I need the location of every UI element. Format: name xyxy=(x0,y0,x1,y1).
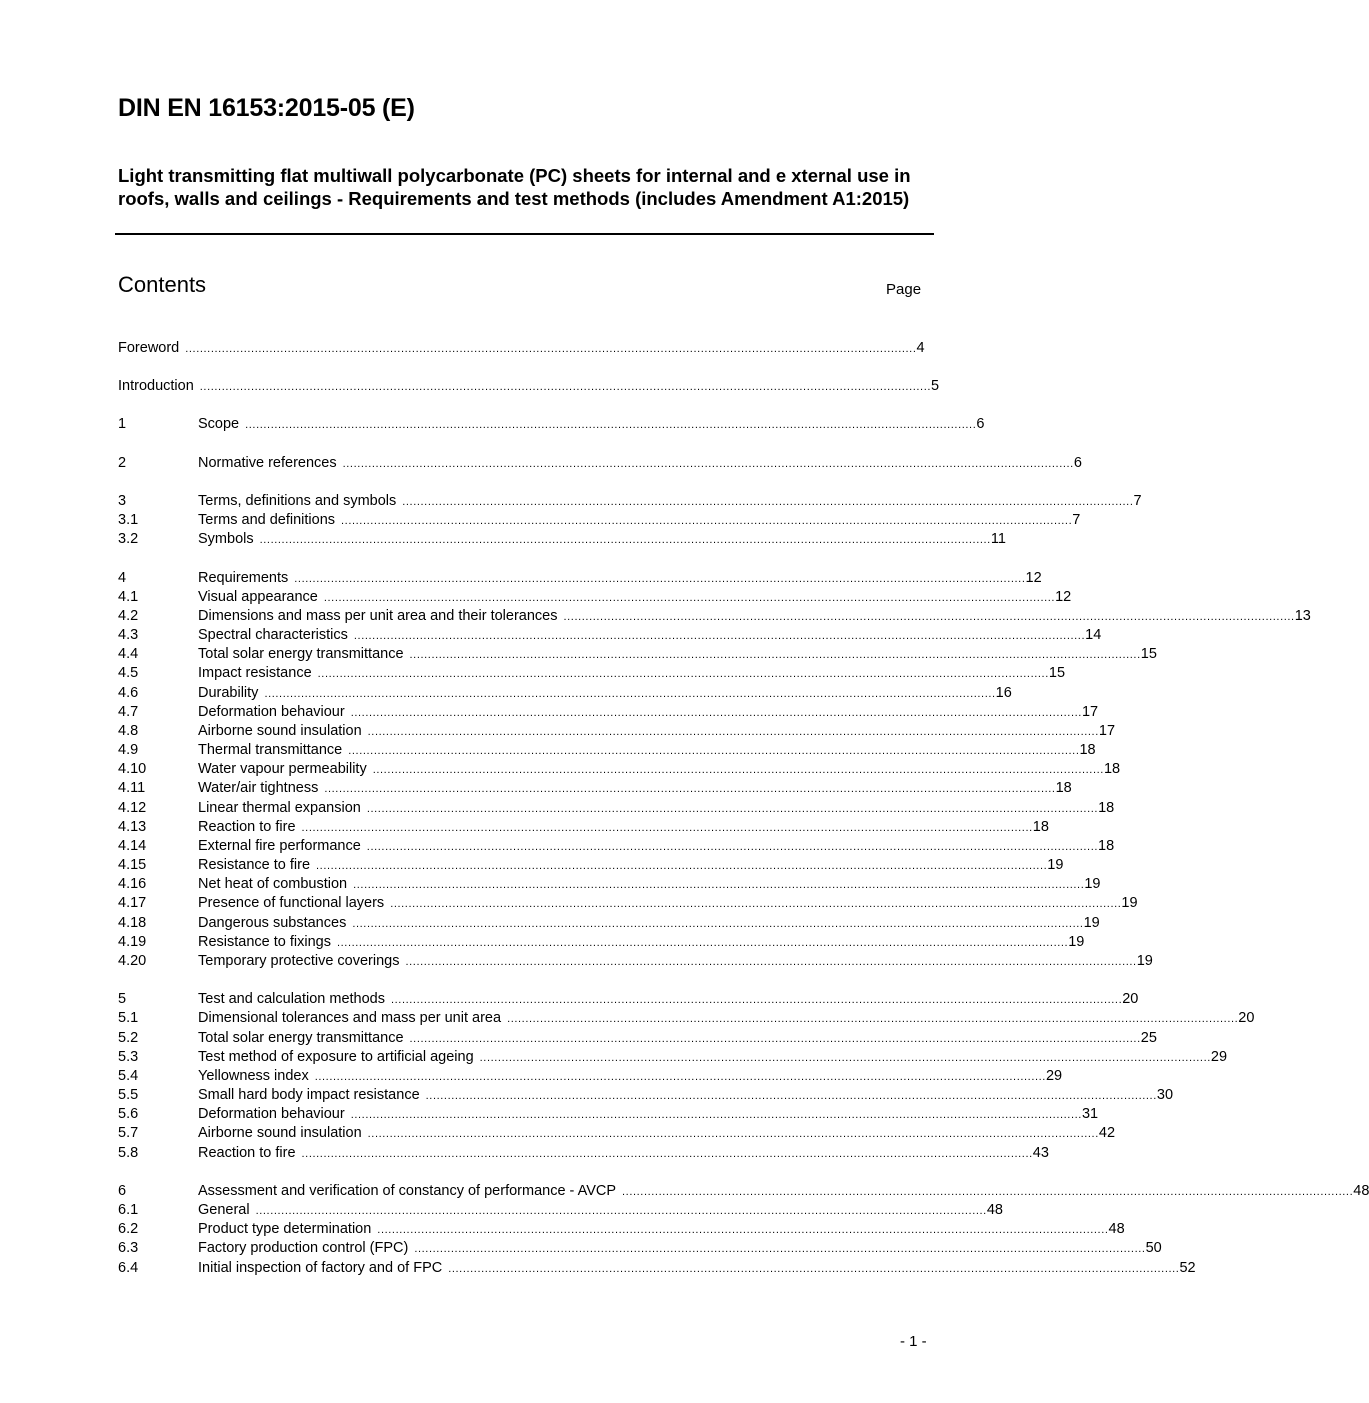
toc-entry-number: 5.6 xyxy=(118,1106,139,1122)
toc-leader-dots: ........................................................................................................................................................................................................ xyxy=(350,1109,1082,1121)
toc-entry-title: Dimensional tolerances and mass per unit area xyxy=(198,1010,502,1026)
toc-entry-number: 4.17 xyxy=(118,895,147,911)
toc-entry-title: Temporary protective coverings xyxy=(198,953,400,969)
document-title: Light transmitting flat multiwall polycarbonate (PC) sheets for internal and e xternal use in roofs, walls and ceilings - Requirements and test methods (includes Amendment A1:2015) xyxy=(118,165,911,209)
toc-leader-dots: ........................................................................................................................................................................................................ xyxy=(622,1186,1354,1198)
toc-entry-number: 4.4 xyxy=(118,646,139,662)
toc-entry[interactable] xyxy=(118,511,1081,530)
toc-leader-dots: ........................................................................................................................................................................................................ xyxy=(372,764,1104,776)
toc-entry-title: Deformation behaviour xyxy=(198,704,345,720)
toc-leader-dots: ........................................................................................................................................................................................................ xyxy=(377,1224,1109,1236)
toc-leader-dots: ........................................................................................................................................................................................................ xyxy=(507,1013,1239,1025)
toc-entry[interactable] xyxy=(118,626,1102,645)
toc-entry-page: 19 xyxy=(1047,857,1064,873)
toc-entry[interactable] xyxy=(118,1201,1003,1220)
toc-entry[interactable] xyxy=(118,760,1121,779)
toc-entry-title: Symbols xyxy=(198,531,254,547)
toc-entry[interactable] xyxy=(118,415,985,434)
toc-entry-number: 4.8 xyxy=(118,723,139,739)
toc-entry[interactable] xyxy=(118,1239,1162,1258)
toc-entry-number: 4.20 xyxy=(118,953,147,969)
toc-leader-dots: ........................................................................................................................................................................................................ xyxy=(390,898,1122,910)
toc-entry[interactable] xyxy=(118,1182,1369,1201)
toc-leader-dots: ........................................................................................................................................................................................................ xyxy=(317,668,1049,680)
toc-entry[interactable] xyxy=(118,339,925,358)
toc-entry-title: General xyxy=(198,1202,250,1218)
toc-entry-number: 4 xyxy=(118,570,127,586)
page-column-heading: Page xyxy=(886,281,922,298)
toc-entry-page: 7 xyxy=(1072,512,1081,528)
toc-entry[interactable] xyxy=(118,492,1142,511)
toc-leader-dots: ........................................................................................................................................................................................................ xyxy=(259,534,991,546)
toc-entry-title: Scope xyxy=(198,416,240,432)
toc-entry-title: Resistance to fire xyxy=(198,857,311,873)
toc-entry-page: 13 xyxy=(1294,608,1311,624)
toc-entry-title: Requirements xyxy=(198,570,289,586)
toc-entry-page: 14 xyxy=(1085,627,1102,643)
toc-entry-page: 29 xyxy=(1045,1068,1063,1084)
toc-entry-number: 4.14 xyxy=(118,838,147,854)
toc-entry-number: 4.19 xyxy=(118,934,147,950)
toc-entry[interactable] xyxy=(118,818,1049,837)
toc-entry[interactable] xyxy=(118,377,940,396)
toc-entry[interactable] xyxy=(118,1105,1099,1124)
toc-entry[interactable] xyxy=(118,454,1082,473)
toc-entry[interactable] xyxy=(118,1124,1116,1143)
toc-entry-number: 6.3 xyxy=(118,1240,139,1256)
toc-entry-number: 5.7 xyxy=(118,1125,139,1141)
document-id: DIN EN 16153:2015-05 (E) xyxy=(118,94,415,122)
toc-entry-title: Dimensions and mass per unit area and their tolerances xyxy=(198,608,558,624)
toc-entry-title: Water vapour permeability xyxy=(198,761,367,777)
toc-entry-number: 4.13 xyxy=(118,819,147,835)
toc-leader-dots: ........................................................................................................................................................................................................ xyxy=(414,1243,1146,1255)
toc-entry-number: 6.2 xyxy=(118,1221,139,1237)
toc-entry-number: 5.5 xyxy=(118,1087,139,1103)
toc-entry[interactable] xyxy=(118,914,1100,933)
toc-leader-dots: ........................................................................................................................................................................................................ xyxy=(366,803,1099,815)
toc-entry-title: Foreword xyxy=(118,340,180,356)
toc-entry[interactable] xyxy=(118,1220,1125,1239)
toc-entry-title: Total solar energy transmittance xyxy=(198,1030,404,1046)
toc-entry[interactable] xyxy=(118,875,1101,894)
toc-entry-number: 4.6 xyxy=(118,685,139,701)
toc-entry-number: 3 xyxy=(118,493,127,509)
toc-leader-dots: ........................................................................................................................................................................................................ xyxy=(353,630,1086,642)
toc-entry-page: 15 xyxy=(1140,646,1157,662)
toc-entry[interactable] xyxy=(118,1144,1049,1163)
toc-entry-number: 5.1 xyxy=(118,1010,139,1026)
toc-entry-title: Test method of exposure to artificial ageing xyxy=(198,1049,474,1065)
toc-entry[interactable] xyxy=(118,1029,1157,1048)
toc-entry-page: 4 xyxy=(916,340,925,356)
contents-heading: Contents xyxy=(118,272,207,297)
toc-entry-title: Durability xyxy=(198,685,259,701)
toc-entry[interactable] xyxy=(118,607,1311,626)
toc-entry-page: 11 xyxy=(990,531,1006,547)
toc-entry-title: Introduction xyxy=(118,378,194,394)
toc-entry-title: Initial inspection of factory and of FPC xyxy=(198,1260,443,1276)
toc-entry[interactable] xyxy=(118,1067,1063,1086)
toc-entry-number: 3.1 xyxy=(118,512,139,528)
toc-entry-number: 1 xyxy=(118,416,127,432)
toc-leader-dots: ........................................................................................................................................................................................................ xyxy=(342,458,1074,470)
toc-entry-page: 18 xyxy=(1098,838,1115,854)
toc-entry-title: Airborne sound insulation xyxy=(198,723,362,739)
toc-entry-page: 48 xyxy=(1108,1221,1125,1237)
toc-entry-page: 18 xyxy=(1103,761,1121,777)
toc-leader-dots: ........................................................................................................................................................................................................ xyxy=(294,573,1026,585)
toc-entry-title: Reaction to fire xyxy=(198,1145,296,1161)
toc-entry[interactable] xyxy=(118,894,1138,913)
toc-leader-dots: ........................................................................................................................................................................................................ xyxy=(367,726,1099,738)
toc-entry[interactable] xyxy=(118,588,1072,607)
toc-leader-dots: ........................................................................................................................................................................................................ xyxy=(301,822,1033,834)
toc-leader-dots: ........................................................................................................................................................................................................ xyxy=(366,841,1099,853)
toc-entry-page: 19 xyxy=(1136,953,1153,969)
toc-leader-dots: ........................................................................................................................................................................................................ xyxy=(316,860,1048,872)
toc-entry-page: 15 xyxy=(1048,665,1066,681)
toc-leader-dots: ........................................................................................................................................................................................................ xyxy=(185,343,917,355)
toc-leader-dots: ........................................................................................................................................................................................................ xyxy=(341,515,1073,527)
toc-leader-dots: ........................................................................................................................................................................................................ xyxy=(245,419,977,431)
toc-entry-page: 6 xyxy=(976,416,985,432)
toc-entry-page: 12 xyxy=(1025,570,1042,586)
toc-entry-page: 5 xyxy=(931,378,940,394)
toc-entry-title: Impact resistance xyxy=(198,665,312,681)
toc-entry-number: 4.1 xyxy=(118,589,139,605)
toc-entry-page: 18 xyxy=(1055,780,1072,796)
toc-entry-page: 16 xyxy=(995,685,1012,701)
toc-entry-page: 25 xyxy=(1140,1030,1157,1046)
toc-leader-dots: ........................................................................................................................................................................................................ xyxy=(367,1128,1099,1140)
toc-entry-page: 48 xyxy=(986,1202,1003,1218)
toc-leader-dots: ........................................................................................................................................................................................................ xyxy=(425,1090,1157,1102)
toc-entry-page: 18 xyxy=(1079,742,1096,758)
toc-entry[interactable] xyxy=(118,530,1006,549)
footer-page-number: - 1 - xyxy=(900,1333,927,1350)
toc-entry-number: 5.2 xyxy=(118,1030,139,1046)
toc-leader-dots: ........................................................................................................................................................................................................ xyxy=(409,649,1141,661)
toc-entry-page: 48 xyxy=(1353,1183,1369,1199)
toc-entry-title: Airborne sound insulation xyxy=(198,1125,362,1141)
toc-entry-number: 4.15 xyxy=(118,857,147,873)
toc-entry-title: Terms and definitions xyxy=(198,512,336,528)
toc-entry-number: 5 xyxy=(118,991,127,1007)
toc-leader-dots: ........................................................................................................................................................................................................ xyxy=(324,783,1056,795)
toc-leader-dots: ........................................................................................................................................................................................................ xyxy=(255,1205,987,1217)
toc-entry[interactable] xyxy=(118,741,1096,760)
toc-entry-page: 6 xyxy=(1073,455,1082,471)
toc-entry-page: 17 xyxy=(1098,723,1116,739)
toc-leader-dots: ........................................................................................................................................................................................................ xyxy=(199,381,932,393)
toc-leader-dots: ........................................................................................................................................................................................................ xyxy=(391,994,1123,1006)
toc-entry-number: 6 xyxy=(118,1183,127,1199)
toc-leader-dots: ........................................................................................................................................................................................................ xyxy=(264,688,996,700)
toc-leader-dots: ........................................................................................................................................................................................................ xyxy=(314,1071,1046,1083)
toc-entry-title: Water/air tightness xyxy=(198,780,319,796)
toc-entry-title: Visual appearance xyxy=(198,589,318,605)
toc-entry-page: 50 xyxy=(1145,1240,1162,1256)
toc-leader-dots: ........................................................................................................................................................................................................ xyxy=(405,956,1137,968)
toc-entry-number: 5.3 xyxy=(118,1049,139,1065)
toc-entry-page: 19 xyxy=(1121,895,1138,911)
title-divider xyxy=(115,233,934,235)
toc-entry-title: Product type determination xyxy=(198,1221,372,1237)
toc-leader-dots: ........................................................................................................................................................................................................ xyxy=(352,918,1084,930)
toc-entry-page: 19 xyxy=(1083,915,1100,931)
toc-entry[interactable] xyxy=(118,933,1085,952)
toc-entry-title: Small hard body impact resistance xyxy=(198,1087,420,1103)
toc-entry[interactable] xyxy=(118,722,1116,741)
toc-entry-page: 30 xyxy=(1156,1087,1174,1103)
toc-entry-number: 4.9 xyxy=(118,742,139,758)
toc-entry-title: Total solar energy transmittance xyxy=(198,646,404,662)
toc-leader-dots: ........................................................................................................................................................................................................ xyxy=(353,879,1085,891)
toc-entry[interactable] xyxy=(118,952,1153,971)
toc-entry-number: 4.10 xyxy=(118,761,147,777)
toc-entry-number: 6.1 xyxy=(118,1202,139,1218)
toc-entry-title: Net heat of combustion xyxy=(198,876,348,892)
toc-entry-number: 4.3 xyxy=(118,627,139,643)
toc-entry-page: 29 xyxy=(1210,1049,1228,1065)
toc-entry-page: 19 xyxy=(1084,876,1101,892)
toc-entry[interactable] xyxy=(118,1259,1196,1278)
toc-leader-dots: ........................................................................................................................................................................................................ xyxy=(402,496,1134,508)
toc-entry-page: 18 xyxy=(1032,819,1049,835)
toc-leader-dots: ........................................................................................................................................................................................................ xyxy=(301,1148,1033,1160)
toc-entry-number: 2 xyxy=(118,455,127,471)
toc-leader-dots: ........................................................................................................................................................................................................ xyxy=(348,745,1080,757)
toc-entry[interactable] xyxy=(118,779,1072,798)
toc-entry-page: 18 xyxy=(1098,800,1115,816)
toc-entry-page: 12 xyxy=(1055,589,1072,605)
toc-entry[interactable] xyxy=(118,799,1115,818)
toc-leader-dots: ........................................................................................................................................................................................................ xyxy=(350,707,1082,719)
toc-entry-title: Yellowness index xyxy=(198,1068,309,1084)
toc-entry-title: Assessment and verification of constancy of performance - AVCP xyxy=(198,1183,617,1199)
toc-entry-page: 43 xyxy=(1032,1145,1049,1161)
toc-entry-page: 20 xyxy=(1122,991,1139,1007)
toc-entry-title: Resistance to fixings xyxy=(198,934,331,950)
toc-entry-title: Linear thermal expansion xyxy=(198,800,361,816)
toc-entry-number: 6.4 xyxy=(118,1260,139,1276)
toc-entry[interactable] xyxy=(118,1048,1228,1067)
toc-entry-page: 52 xyxy=(1179,1260,1196,1276)
toc-entry-title: Presence of functional layers xyxy=(198,895,385,911)
toc-entry[interactable] xyxy=(118,1009,1255,1028)
toc-entry[interactable] xyxy=(118,837,1115,856)
toc-entry-title: Deformation behaviour xyxy=(198,1106,345,1122)
toc-entry-number: 4.11 xyxy=(118,780,146,796)
toc-entry-page: 42 xyxy=(1098,1125,1116,1141)
toc-entry-title: Factory production control (FPC) xyxy=(198,1240,409,1256)
toc-entry-number: 4.5 xyxy=(118,665,139,681)
toc-leader-dots: ........................................................................................................................................................................................................ xyxy=(448,1263,1180,1275)
toc-entry-page: 19 xyxy=(1068,934,1085,950)
toc-entry[interactable] xyxy=(118,1086,1174,1105)
toc-entry-number: 4.18 xyxy=(118,915,147,931)
toc-entry-title: External fire performance xyxy=(198,838,361,854)
toc-entry[interactable] xyxy=(118,684,1012,703)
toc-entry-number: 5.4 xyxy=(118,1068,139,1084)
toc-entry[interactable] xyxy=(118,856,1064,875)
toc-entry-title: Spectral characteristics xyxy=(198,627,348,643)
toc-entry-page: 17 xyxy=(1081,704,1099,720)
toc-entry[interactable] xyxy=(118,664,1066,683)
toc-entry-title: Test and calculation methods xyxy=(198,991,385,1007)
toc-entry-number: 3.2 xyxy=(118,531,139,547)
toc-entry-page: 7 xyxy=(1133,493,1142,509)
toc-leader-dots: ........................................................................................................................................................................................................ xyxy=(336,937,1069,949)
toc-entry-number: 4.12 xyxy=(118,800,147,816)
toc-entry[interactable] xyxy=(118,645,1157,664)
toc-leader-dots: ........................................................................................................................................................................................................ xyxy=(479,1052,1211,1064)
toc-entry-title: Thermal transmittance xyxy=(198,742,343,758)
toc-entry-number: 4.2 xyxy=(118,608,139,624)
toc-entry[interactable] xyxy=(118,569,1042,588)
toc-entry-number: 4.7 xyxy=(118,704,139,720)
toc-leader-dots: ........................................................................................................................................................................................................ xyxy=(563,611,1295,623)
toc-entry[interactable] xyxy=(118,990,1139,1009)
toc-entry-title: Reaction to fire xyxy=(198,819,296,835)
toc-entry-number: 5.8 xyxy=(118,1145,139,1161)
toc-entry-page: 20 xyxy=(1238,1010,1255,1026)
toc-entry-title: Terms, definitions and symbols xyxy=(198,493,397,509)
toc-leader-dots: ........................................................................................................................................................................................................ xyxy=(323,592,1056,604)
toc-leader-dots: ........................................................................................................................................................................................................ xyxy=(409,1033,1141,1045)
toc-entry[interactable] xyxy=(118,703,1099,722)
toc-entry-number: 4.16 xyxy=(118,876,147,892)
toc-entry-title: Normative references xyxy=(198,455,337,471)
toc-entry-page: 31 xyxy=(1081,1106,1099,1122)
toc-entry-title: Dangerous substances xyxy=(198,915,347,931)
